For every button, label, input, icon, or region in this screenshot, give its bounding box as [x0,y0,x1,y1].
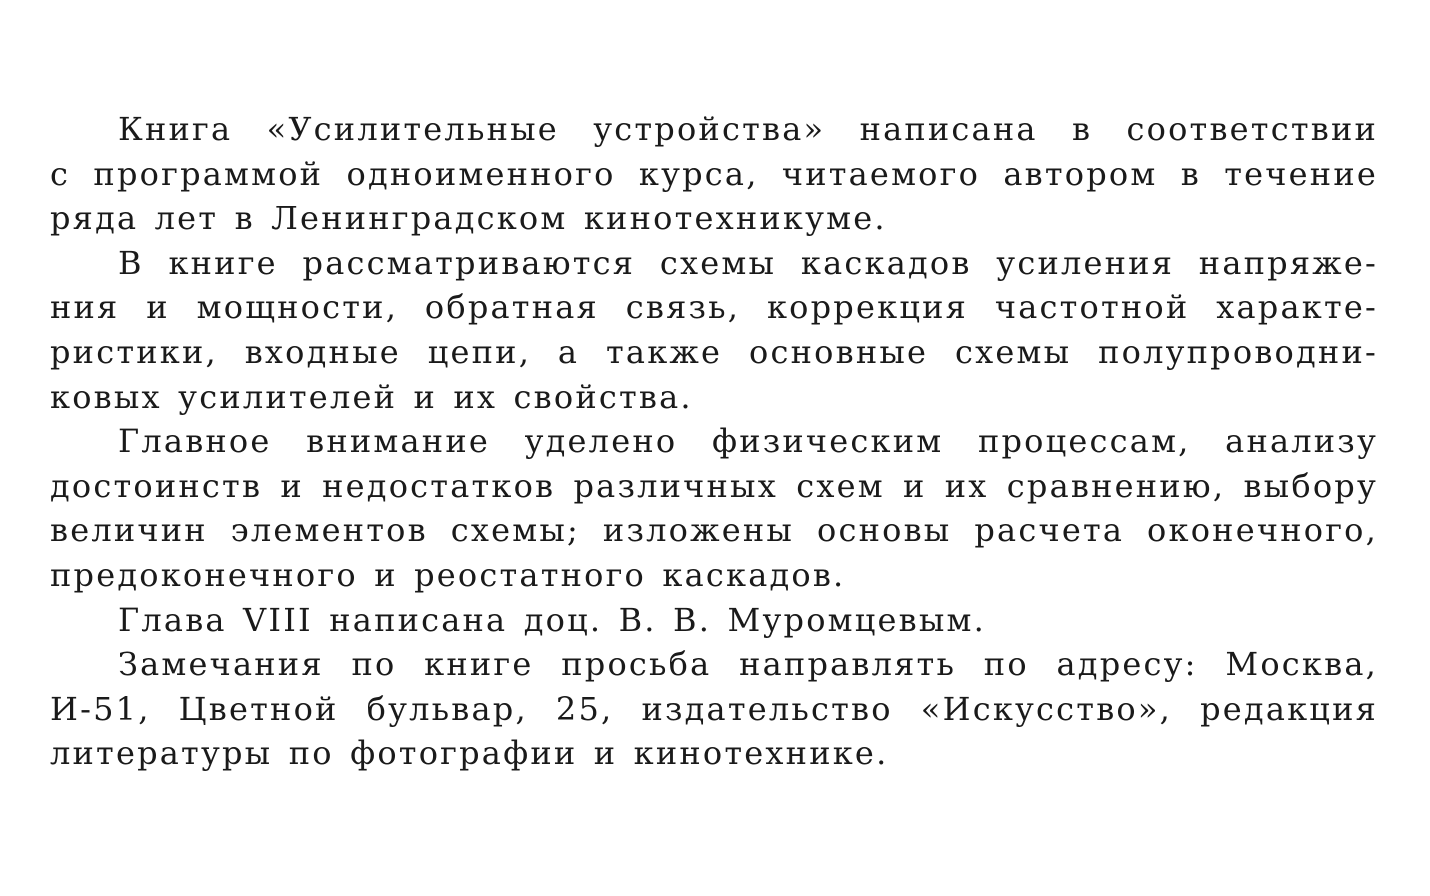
paragraph-1-line-1: Книга «Усилительные устройства» написана в соответствии [118,110,1378,148]
paragraph-3-line-4: предоконечного и реостатного каскадов. [50,555,846,594]
paragraph-1-line-3: ряда лет в Ленинградском кинотехникуме. [50,199,887,238]
annotation-text [50,107,1378,776]
paragraph-2-line-4: ковых усилителей и их свойства. [50,377,693,416]
paragraph-3-line-3: величин элементов схемы; изложены основы расчета оконечного, [50,511,1378,550]
paragraph-2-line-1: В книге рассматриваются схемы каскадов усиления напряже- [118,243,1378,282]
paragraph-3-line-2: достоинств и недостатков различных схем и их сравнению, выбору [50,466,1378,505]
paragraph-2-line-3: ристики, входные цепи, а также основные схемы полупроводни- [50,332,1378,371]
paragraph-3-line-1: Главное внимание уделено физическим процессам, анализу [118,422,1378,461]
paragraph-5-line-3: литературы по фотографии и кинотехнике. [50,734,889,773]
paragraph-4-line-1: Глава VIII написана доц. В. В. Муромцевым. [118,600,987,639]
paragraph-5-line-2: И-51, Цветной бульвар, 25, издательство «Искусство», редакция [50,689,1378,728]
paragraph-1-line-2: с программой одноименного курса, читаемого автором в течение [50,154,1378,193]
paragraph-2-line-2: ния и мощности, обратная связь, коррекция частотной характе- [50,288,1378,327]
paragraph-5-line-1: Замечания по книге просьба направлять по адресу: Москва, [118,645,1378,684]
